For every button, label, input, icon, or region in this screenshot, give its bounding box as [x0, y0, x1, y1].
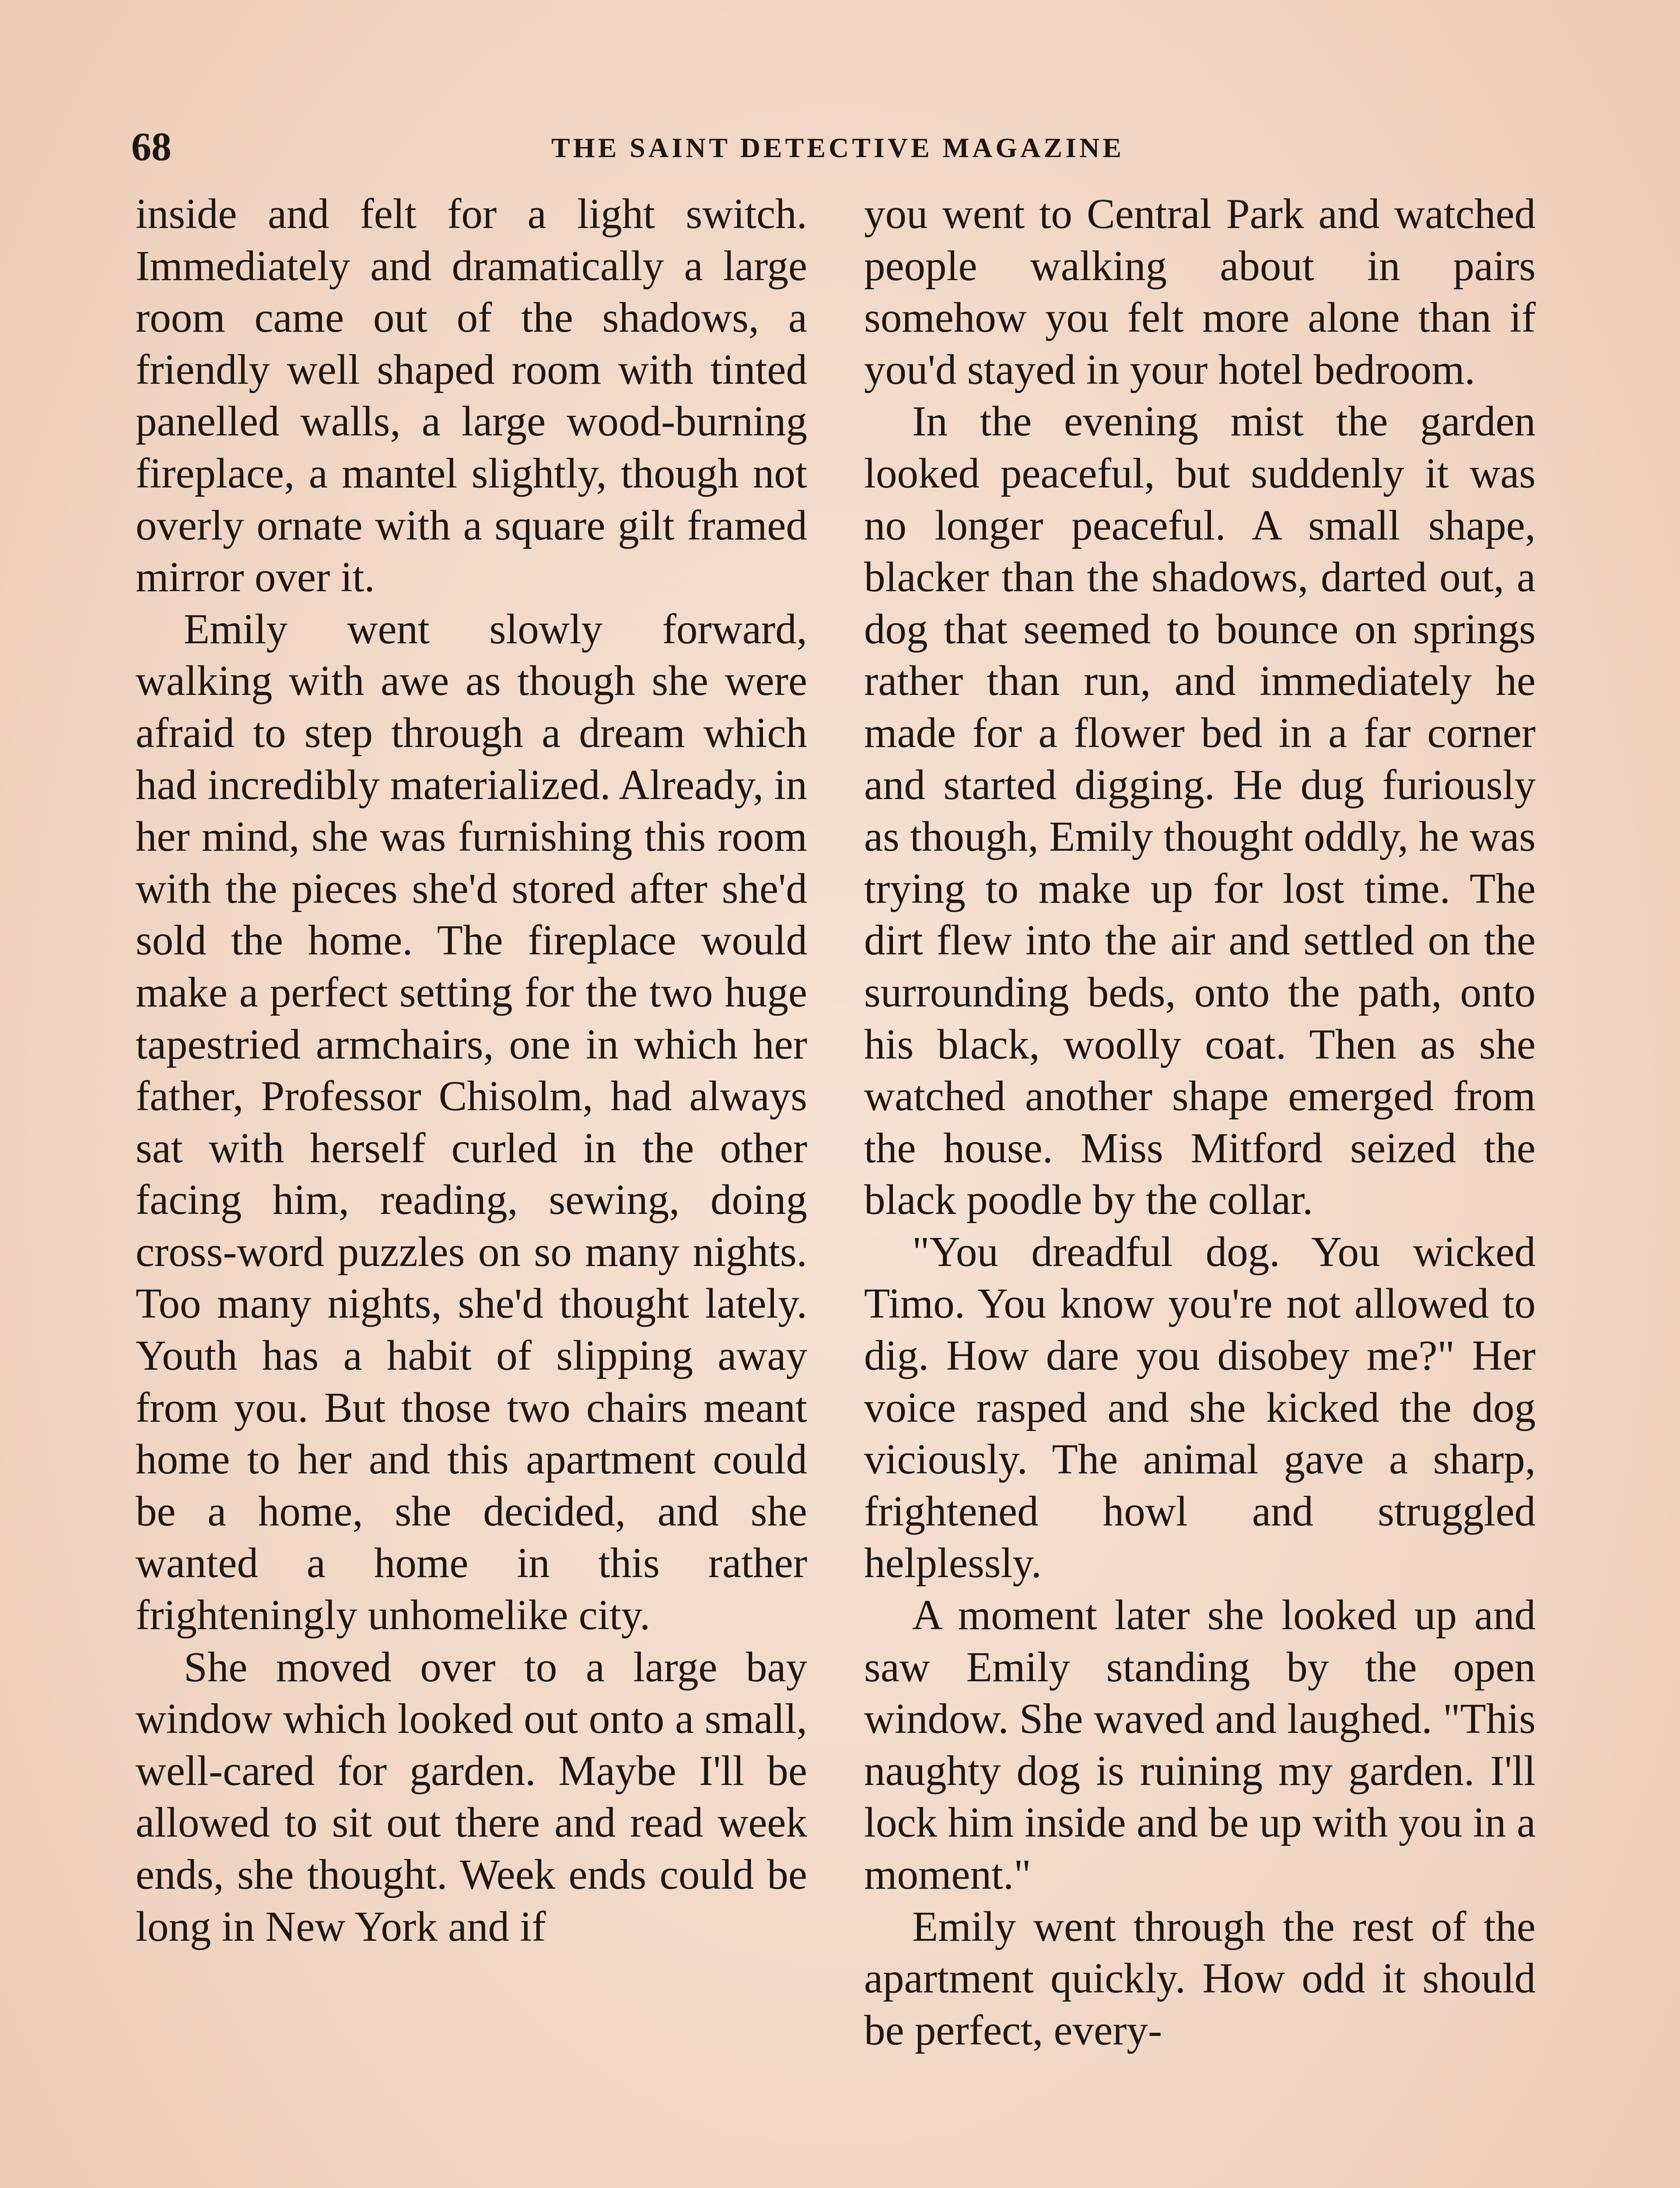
- paragraph: you went to Central Park and watched people walking about in pairs somehow you felt more alone than if you'd stayed in your hotel bedroom.: [864, 190, 1536, 393]
- page-number: 68: [131, 124, 172, 169]
- paragraph: "You dreadful dog. You wicked Timo. You know you're not allowed to dig. How dare you disobey me?" Her voice rasped and she kicked the dog viciously. The animal gave a sharp, frightened howl and struggled helplessly.: [864, 1228, 1536, 1587]
- left-column: [136, 188, 807, 2188]
- magazine-title: THE SAINT DETECTIVE MAGAZINE: [551, 132, 1124, 163]
- paragraph: A moment later she looked up and saw Emily standing by the open window. She waved and laughed. "This naughty dog is ruining my garden. I'll lock him inside and be up with you in a moment.": [864, 1592, 1536, 1898]
- running-head: [131, 123, 1544, 171]
- paragraph: She moved over to a large bay window which looked out onto a small, well-cared for garden. Maybe I'll be allowed to sit out there and read week ends, she thought. Week ends could be long in New York and if: [136, 1643, 807, 1950]
- right-column: [864, 188, 1536, 2188]
- paragraph: inside and felt for a light switch. Immediately and dramatically a large room came out of the shadows, a friendly well shaped room with tinted panelled walls, a large wood-burning fireplace, a mantel slightly, though not overly ornate with a square gilt framed mirror over it.: [136, 190, 807, 601]
- paragraph: In the evening mist the garden looked peaceful, but suddenly it was no longer peaceful. A small shape, blacker than the shadows, darted out, a dog that seemed to bounce on springs rather than run, and immediately he made for a flower bed in a far corner and started digging. He dug furiously as though, Emily thought oddly, he was trying to make up for lost time. The dirt flew into the air and settled on the surrounding beds, onto the path, onto his black, woolly coat. Then as she watched another shape emerged from the house. Miss Mitford seized the black poodle by the collar.: [864, 398, 1536, 1224]
- paragraph: Emily went through the rest of the apartment quickly. How odd it should be perfect, every-: [864, 1903, 1536, 2054]
- paragraph: Emily went slowly forward, walking with awe as though she were afraid to step through a dream which had incredibly materialized. Already, in her mind, she was furnishing this room with the pieces she'd stored after she'd sold the home. The fireplace would make a perfect setting for the two huge tapestried armchairs, one in which her father, Professor Chisolm, had always sat with herself curled in the other facing him, reading, sewing, doing cross-word puzzles on so many nights. Too many nights, she'd thought lately. Youth has a habit of slipping away from you. But those two chairs meant home to her and this apartment could be a home, she decided, and she wanted a home in this rather frighteningly unhomelike city.: [136, 605, 807, 1639]
- text-columns: [136, 188, 1544, 2188]
